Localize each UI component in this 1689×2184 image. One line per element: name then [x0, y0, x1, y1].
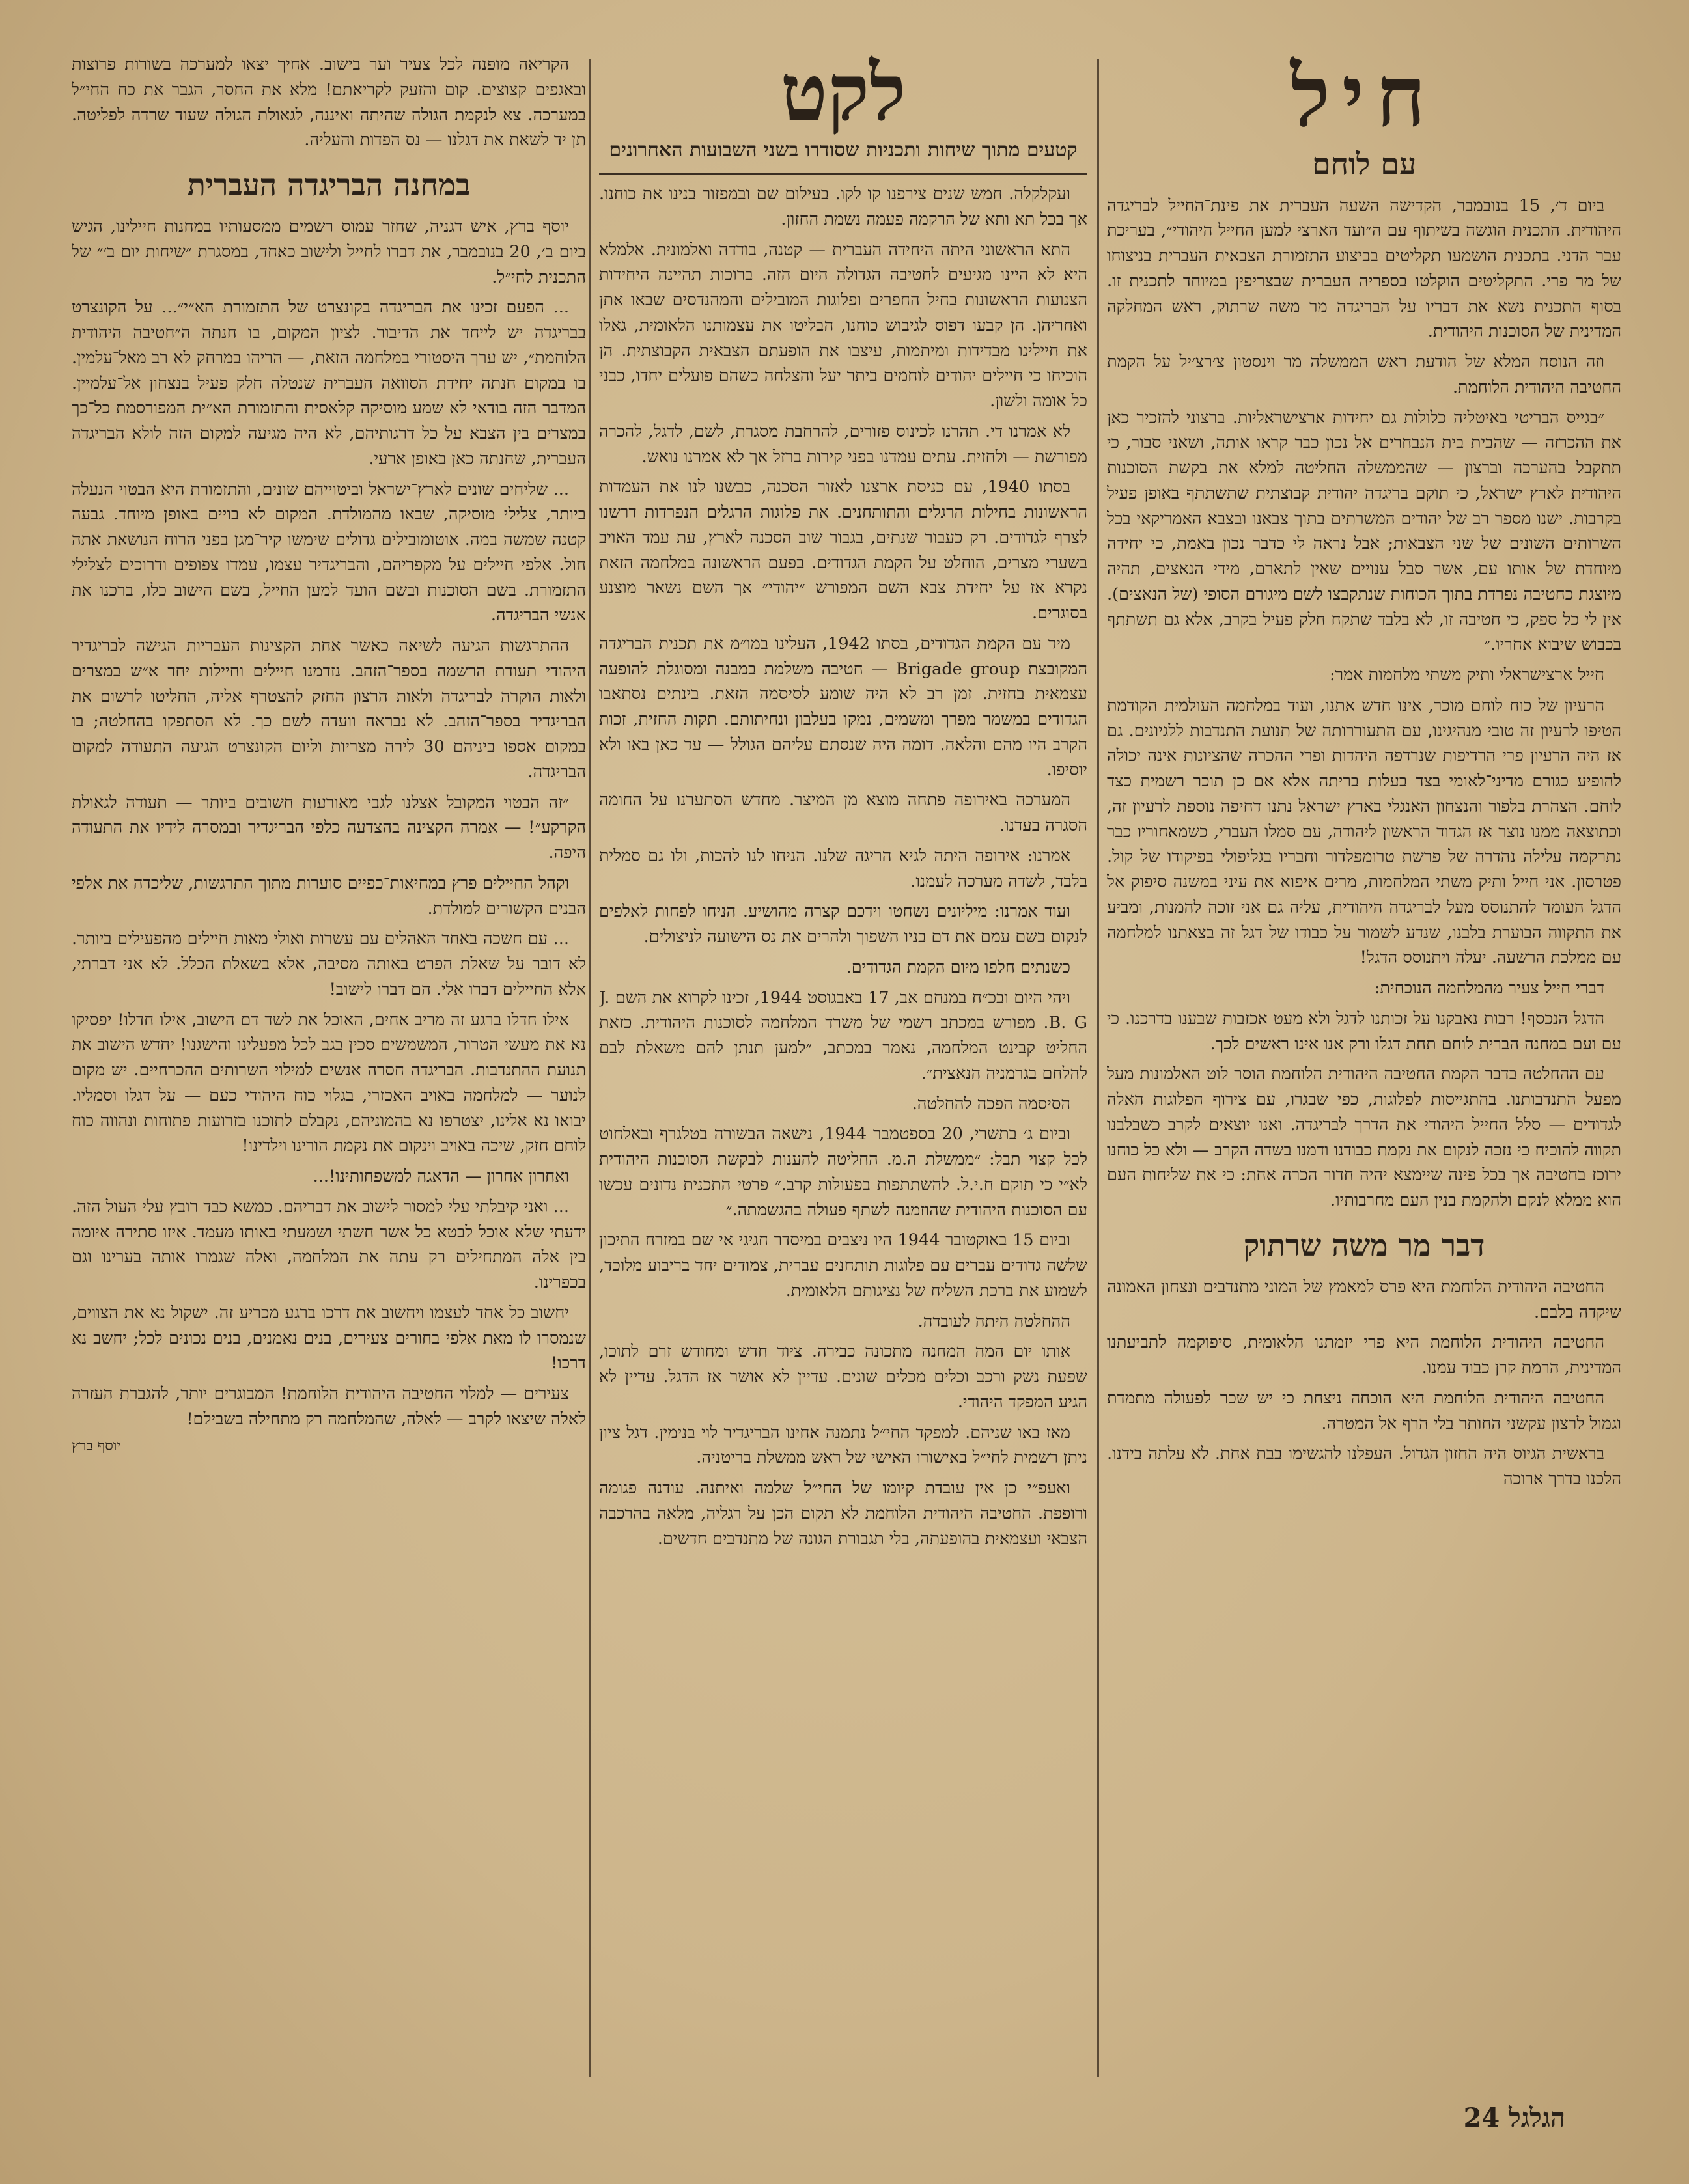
paragraph: ביום ד׳, 15 בנובמבר, הקדישה השעה העברית את פינת־החייל לבריגדה היהודית. התכנית הוגשה בשיתוף עם ה״ועד הארצי למען החייל היהודי״, בעריכת עבר הדני. בתכנית הושמעו תקליטים בביצוע התזמורת הצבאית העברית בניצוחו של מר פרי. התקליטים הוקלטו בספריה העברית שבצריפין במיוחד לתכנית זו. בסוף התכנית נשא את דבריו על הבריגדה מר משה שרתוק, ראש המחלקה המדינית של הסוכנות היהודית.: [1107, 195, 1621, 342]
paragraph: וזה הנוסח המלא של הודעת ראש הממשלה מר וינסטון צ׳רצ׳יל על הקמת החטיבה היהודית הלוחמת.: [1107, 352, 1621, 397]
paragraph: צעירים — למלוי החטיבה היהודית הלוחמת! המבוגרים יותר, להגברת העזרה לאלה שיצאו לקרב — לאלה, שהמלחמה רק מתחילה בשבילם!: [72, 1384, 586, 1429]
section-heading: במחנה הבריגדה העברית: [187, 167, 471, 202]
section-heading: דבר מר משה שרתוק: [1243, 1227, 1485, 1263]
section-title: לקט: [780, 52, 906, 139]
paragraph: הקריאה מופנה לכל צעיר וער בישוב. אחיך יצאו למערכה בשורות פרוצות ובאגפים קצוצים. קום והזעק לקריאתם! מלא את החסר, הגבר את כח החי״ל במערכה. צא לנקמת הגולה שהיתה ואיננה, לגאולת הגולה שעוד שרדה לפליטה. תן יד לשאת את דגלנו — נס הפדות והעליה.: [72, 55, 586, 150]
paragraph: המערכה באירופה פתחה מוצא מן המיצר. מחדש הסתערנו על החומה הסגרה בעדנו.: [599, 790, 1087, 835]
paragraph: עם ההחלטה בדבר הקמת החטיבה היהודית הלוחמת הוסר לוט האלמונות מעל מפעל התנדבותנו. בהתגייסות לפלוגות, כפי שבגרו, עם צירוף הפלוגות האלה לגדודים — סלל החייל היהודי את הדרך לבריגדה. ואנו יוצאים לקרב כשבלבנו תקווה להוכיח כי נזכה לנקום את נקמת כבודנו ודמנו בשדה הקרב — ולא כל כוחנו ירוכז בחטיבה אך בכל פינה שיימצא יהיה חדור הכרה אחת: כי את שליחות העם הוא ממלא לנקם ולהקמת בנין העם מחרבותיו.: [1107, 1064, 1621, 1210]
paragraph: ועקלקלה. חמש שנים צירפנו קו לקו. בעילום שם ובמפזור בנינו את כוחנו. אך בכל תא ותא של הרקמה פעמה נשמת החזון.: [599, 184, 1087, 229]
paragraph: בראשית הגיוס היה החזון הגדול. העפלנו להגשימו בבת אחת. לא עלתה בידנו. הלכנו בדרך ארוכה: [1107, 1444, 1621, 1489]
column-rule: [589, 59, 591, 2077]
column-rule: [1097, 59, 1099, 2077]
paragraph: ואעפ״י כן אין עובדת קיומו של החי״ל שלמה ואיתנה. עודנה פגומה ורופפת. החטיבה היהודית הלוחמת לא תקום הכן על רגליה, מלאה בהרכבה הצבאי ועצמאית בהופעתה, בלי תגבורת הגונה של מתנדבים חדשים.: [599, 1478, 1087, 1549]
paragraph: יחשוב כל אחד לעצמו ויחשוב את דרכו ברגע מכריע זה. ישקול נא את הצווים, שנמסרו לו מאת אלפי בחורים צעירים, בנים נאמנים, בנים נכונים לכל; יחשב נא דרכו!: [72, 1303, 586, 1374]
left-column: [72, 52, 586, 2083]
paragraph: מאז באו שניהם. למפקד החי״ל נתמנה אחינו הבריגדיר לוי בנימין. דגל ציון ניתן רשמית לחי״ל באישורו האישי של ראש ממשלת בריטניה.: [599, 1422, 1087, 1468]
paragraph: אילו חדלו ברגע זה מריב אחים, האוכל את לשד דם הישוב, אילו חדלו! יפסיקו נא את מעשי הטרור, המשמשים סכין בגב לכל מפעלינו והישגנו! יחדש הישוב את תנועת ההתנדבות. הבריגדה חסרה אנשים למילוי השרותים ההכרחיים. יש מקום לנוער — למלחמה באויב האכזרי, בגלוי כוח היהודי כעם — על דגלו וסמליו. יבואו נא אלינו, יצטרפו נא בהמוניהם, נקבלם לתוכנו בזרועות פתוחות ונהווה כוח לוחם חזק, שיכה באויב וינקום את נקמת הורינו וילדינו!: [72, 1010, 586, 1156]
paragraph: ויהי היום ובכ״ח במנחם אב, 17 באבגוסט 1944, זכינו לקרוא את השם J. B. G. מפורש במכתב רשמי של משרד המלחמה לסוכנות היהודית. כזאת החליט קבינט המלחמה, נאמר במכתב, ״למען תנתן להם משאלת לבם להלחם בגרמניה הנאצית״.: [599, 988, 1087, 1083]
paragraph: הדגל הנכסף! רבות נאבקנו על זכותנו לדגל ולא מעט אכזבות שבענו בדרכנו. כי עם ועם במחנה הברית לוחם תחת דגלו ורק אנו אינו ראשים לכך.: [1107, 1008, 1621, 1054]
paragraph: ... עם חשכה באחד האהלים עם עשרות ואולי מאות חיילים מהפעילים ביותר. לא דובר על שאלת הפרט באותה מסיבה, אלא בשאלת הכלל. לא אני דברתי, אלא החיילים דברו אלי. הם דברו לישוב!: [72, 929, 586, 999]
paragraph: לא אמרנו די. תהרנו לכינוס פזורים, להרחבת מסגרת, לשם, לדגל, להכרה מפורשת — ולחזית. עתים עמדנו בפני קירות ברזל אך לא אמרנו נואש.: [599, 421, 1087, 467]
page-footer: הגלגל 24: [1463, 2103, 1565, 2133]
paragraph: וקהל החיילים פרץ במחיאות־כפיים סוערות מתוך התרגשות, שליכדה את אלפי הבנים הקשורים למולדת.: [72, 873, 586, 919]
paragraph: החטיבה היהודית הלוחמת היא הוכחה ניצחת כי יש שכר לפעולה מתמדת וגמול לרצון עקשני החותר בלי הרף אל המטרה.: [1107, 1388, 1621, 1433]
paragraph: ״זה הבטוי המקובל אצלנו לגבי מאורעות חשובים ביותר — תעודה לגאולת הקרקע״! — אמרה הקצינה בהצדעה כלפי הבריגדיר ובמסרה לידיו את התעודה היפה.: [72, 792, 586, 863]
paragraph: הסיסמה הפכה להחלטה.: [912, 1094, 1070, 1114]
paragraph: וביום ג׳ בתשרי, 20 בספטמבר 1944, נישאה הבשורה בטלגרף ובאלחוט לכל קצוי תבל: ״ממשלת ה.מ. החליטה להענות לבקשת הסוכנות היהודית לא״י כי תוקם ח.י.ל. להשתתפות בפעולות קרב.״ פרטי התכנית נדונים עכשו עם הסוכנות היהודית שהוזמנה לשתף פעולה בהגשמתה.״: [599, 1124, 1087, 1220]
author-signature: יוסף ברץ: [72, 1437, 121, 1454]
paragraph: ... ואני קיבלתי עלי למסור לישוב את דבריהם. כמשא כבד רובץ עלי העול הזה. ידעתי שלא אוכל לבטא כל אשר חשתי ושמעתי באותו מעמד. איזו סתירה איומה בין אלה המתחילים רק עתה את המלחמה, ואלה שגמרו אותה בערינו וגם בכפרינו.: [72, 1196, 586, 1292]
right-column: [1107, 52, 1621, 2083]
section-subtitle: קטעים מתוך שיחות ותכניות שסודרו בשני השבועות האחרונים: [599, 137, 1087, 175]
paragraph: ההתרגשות הגיעה לשיאה כאשר אחת הקצינות העבריות הגישה לבריגדיר היהודי תעודת הרשמה בספר־הזהב. נזדמנו חיילים וחיילות יחד א״ש במצרים ולאות הוקרה לבריגדה ולאות הרצון החזק להצטרף אליה, החליטו לרשום את הבריגדיר בספר־הזהב. לא נבראה וועדה לשם כך. לא הסתפקו בהחלטה; בו במקום אספו ביניהם 30 לירה מצריות וליום הקונצרט הגיעה התעודה למקום הבריגדה.: [72, 636, 586, 782]
paragraph: החטיבה היהודית הלוחמת היא פרס למאמץ של המוני מתנדבים ונצחון האמונה שיקדה בלבם.: [1107, 1277, 1621, 1322]
paragraph: ... הפעם זכינו את הבריגדה בקונצרט של התזמורת הא״י״... על הקונצרט בבריגדה יש לייחד את הדיבור. לציון המקום, בו חנתה ה״חטיבה היהודית הלוחמת״, יש ערך היסטורי במלחמה הזאת, — הריהו במרחק לא רב מאל־עלמין. בו במקום חנתה יחידת הסוואה העברית שנטלה חלק פעיל בנצחון אל־עלמיין. המדבר הזה בודאי לא שמע מוסיקה קלאסית והתזמורת הא״ית המפורסמת כל־כך במצרים בין הצבא על כל דרגותיהם, לא היה מגיעה למקום הזה לולא הבריגדה העברית, שחנתה כאן באופן ארעי.: [72, 297, 586, 469]
paragraph: אמרנו: אירופה היתה לגיא הריגה שלנו. הניחו לנו להכות, ולו גם סמלית בלבד, לשדה מערכה לעמנו.: [599, 846, 1087, 891]
paragraph: כשנתים חלפו מיום הקמת הגדודים.: [846, 957, 1070, 977]
paragraph: ועוד אמרנו: מיליונים נשחטו וידכם קצרה מהושיע. הניחו לפחות לאלפים לנקום בשם עמם את דם בניו השפוך ולהרים את נס הישועה לניצולים.: [599, 902, 1087, 947]
paragraph: הרעיון של כוח לוחם מוכר, אינו חדש אתנו, ועוד במלחמה העולמית הקודמת הטיפו לרעיון זה טובי מנהיגינו, עם התעוררותה של תנועת התנדבות ללגיונים. גם אז היה הרעיון פרי הרדיפות שנרדפה היהדות ופרי ההכרה שהציונות אינה יכולה להופיע כגורם מדיני־לאומי בצד בעלות בריתה אלא אם כן תוכר רשמית כצד לוחם. הצהרת בלפור והנצחון האנגלי בארץ ישראל נתנו דחיפה נוספת לרעיון זה, וכתוצאה ממנו נוצר אז הגדוד הראשון ליהודה, עם סמלו העברי, כשמאחוריו כבר נתרקמה עלילה נהדרה של פרשת טרומפלדור וחבריו בגליפולי בפיקודו של קול. פטרסון. אני חייל ותיק משתי המלחמות, מרים איפוא את עיני במשנה סיפוק אל הדגל העומד להתנוסס מעל לבריגדה היהודית, עליה גם אני זוכה להמנות, ומביע את התקווה הבוערת בלבנו, שנדע לשמור על כבודו של דגל זה בצאתנו למלחמה עם ממלכת הרשעה. יעלה ויתנוסס הדגל!: [1107, 695, 1621, 968]
paragraph: ההחלטה היתה לעובדה.: [917, 1311, 1070, 1331]
paragraph: ״בגייס הבריטי באיטליה כלולות גם יחידות ארצישראליות. ברצוני להזכיר כאן את ההכרזה — שהבית בית הנבחרים אל נכון כבר קראו אותה, ושאני סבור, כי תתקבל בהערכה וברצון — שהממשלה החליטה למלא את בקשת הסוכנות היהודית לארץ ישראל, כי תוקם בריגדה יהודית קבוצתית שתשתתף באופן פעיל בקרבות. ישנו מספר רב של יהודים המשרתים בתוך צבאנו ובצבא האמריקאי בכל השרותים השונים של שני הצבאות; אבל נראה לי כדבר נכון באמת, כי יחידה מיוחדת של אותו עם, אשר סבל ענויים שאין לתארם, מידי הנאצים, תהיה מיוצגת כחטיבה נפרדת בתוך הכוחות שנתקבצו לשם מיגורם הסופי (של הנאצים). אין לי כל ספק, כי חטיבה זו, לא בלבד שתקח חלק פעיל בקרב, אלא גם תשתתף בכבוש שיבוא אחריו.״: [1107, 408, 1621, 655]
paragraph: חייל ארצישראלי ותיק משתי מלחמות אמר:: [1330, 665, 1604, 685]
paragraph: דברי חייל צעיר מהמלחמה הנוכחית:: [1374, 978, 1604, 998]
intro-paragraph: יוסף ברץ, איש דגניה, שחזר עמוס רשמים ממסעותיו במחנות חיילינו, הגיש ביום ב׳, 20 בנובמבר, את דברו לחייל ולישוב כאחד, במסגרת ״שיחות יום ב׳״ של התכנית לחי״ל.: [72, 217, 586, 287]
middle-column: [599, 52, 1087, 2083]
paragraph: בסתו 1940, עם כניסת ארצנו לאזור הסכנה, כבשנו לנו את העמדות הראשונות בחילות הרגלים והתותחנים. את פלוגות הרגלים הנפרדות דרשנו לצרף לגדודים. רק כעבור שנתים, בגבור שוב הסכנה לארץ, עת עמד האויב בשערי מצרים, הוחלט על הקמת הגדודים. בפעם הראשונה במלחמה הזאת נקרא אז על יחידת צבא השם המפורש ״יהודי״ אך השם נשאר מוצנע בסוגרים.: [599, 477, 1087, 623]
paragraph: אותו יום המה המחנה מתכונה כבירה. ציוד חדש ומחודש זרם לתוכו, שפעת נשק ורכב וכלים מכלים שונים. עדיין לא אושר אז הדגל. עדיין לא הגיע המפקד היהודי.: [599, 1342, 1087, 1412]
article-subtitle: עם לוחם: [1312, 146, 1416, 182]
article-title: חיל: [1291, 52, 1438, 146]
paragraph: ... שליחים שונים לארץ־ישראל וביטוייהם שונים, והתזמורת היא הבטוי הנעלה ביותר, צלילי מוסיקה, שבאו מהמולדת. המקום לא בויים באופן מיוחד. גבעה קטנה שמשה במה. אוטומובילים גדולים שימשו קיר־מגן בפני הרוח הנושאת אתה חול. אלפי חיילים על מקפריהם, והבריגדיר עצמו, עמדו צפופים ודרוכים לצלילי התזמורת. בשם הסוכנות ובשם הועד למען החייל, בשם הישוב כלו, ברכנו את אנשי הבריגדה.: [72, 479, 586, 626]
paragraph: ואחרון אחרון — הדאגה למשפחותינו!...: [313, 1167, 569, 1186]
paragraph: מיד עם הקמת הגדודים, בסתו 1942, העלינו במו״מ את תכנית הבריגדה המקובצת Brigade group — חטיבה משלמת במבנה ומסוגלת להופעה עצמאית בחזית. זמן רב לא היה שומע לסיסמה הזאת. בינתים נסתאבו הגדודים במשמר מפרך ומשמים, נמקו בעלבון ונחיתותם. תקות החזית, זכות הקרב היו מהם והלאה. דומה היה שנסתם עליהם הגולל — עד כאן באו ולא יוסיפו.: [599, 633, 1087, 780]
paragraph: וביום 15 באוקטובר 1944 היו ניצבים במיסדר חגיגי אי שם במזרח התיכון שלשה גדודים עברים עם פלוגות תותחנים עברית, צמודים יחד בריבוע מלוכד, לשמוע את ברכת השליח של נציגותם הלאומית.: [599, 1230, 1087, 1301]
paragraph: החטיבה היהודית הלוחמת היא פרי יזמתנו הלאומית, סיפוקמה לתביעתנו המדינית, הרמת קרן כבוד עמנו.: [1107, 1333, 1621, 1377]
paragraph: התא הראשוני היתה היחידה העברית — קטנה, בודדה ואלמונית. אלמלא היא לא היינו מגיעים לחטיבה הגדולה היום הזה. ברוכות תהיינה היחידות הצנועות הראשונות בחיל החפרים ופלוגות המובילים והמהנדסים שבאו אתן ואחריהן. הן קבעו דפוס לגיבוש כוחנו, הבליטו את עצמותנו הלאומית, גאלו את חיילינו מבדידות ומיתמות, עיצבו את הופעתם הצבאית הקבוצתית. הן הוכיחו כי חיילים יהודים לוחמים ביתר יעל והצלחה כשהם פועלים יחדו, כבני כל אומה ולשון.: [599, 240, 1087, 411]
